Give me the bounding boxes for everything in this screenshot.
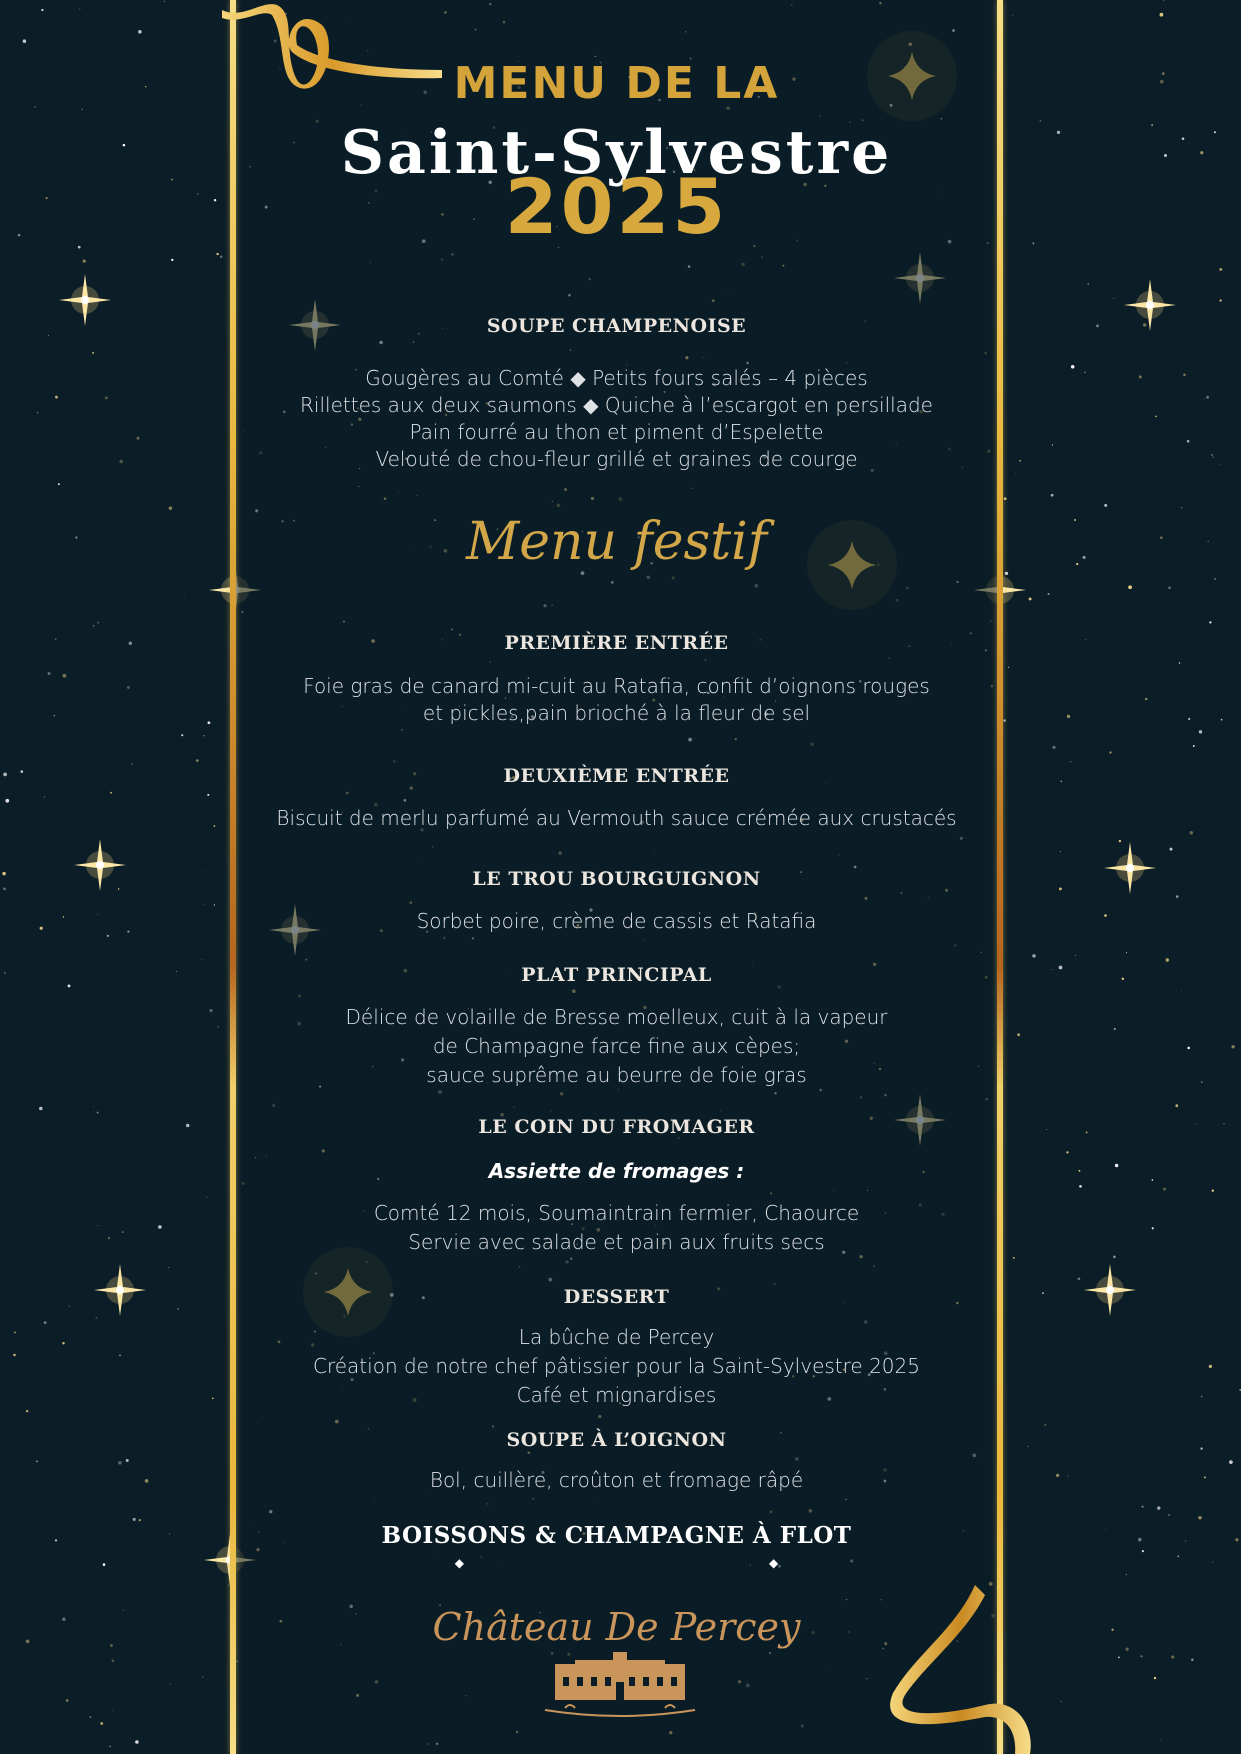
sparkle-icon — [59, 274, 111, 326]
star-dot — [26, 1640, 30, 1644]
aperitif-line: Pain fourré au thon et piment d’Espelette — [409, 420, 824, 444]
star-dot — [3, 887, 6, 890]
star-dot — [1142, 1550, 1144, 1552]
star-dot — [1155, 416, 1157, 418]
star-dot — [1157, 1506, 1160, 1509]
star-dot — [46, 197, 48, 199]
star-dot — [1142, 1506, 1144, 1508]
section-lines — [236, 908, 997, 935]
section-lines — [236, 1003, 997, 1090]
star-dot — [1071, 365, 1075, 369]
star-dot — [48, 335, 49, 336]
section-line: et pickles,pain brioché à la fleur de sel — [422, 701, 811, 725]
star-dot — [145, 1479, 149, 1483]
star-dot — [1074, 519, 1076, 521]
star-dot — [1119, 840, 1121, 842]
star-dot — [97, 1112, 99, 1114]
star-dot — [66, 1699, 69, 1702]
star-dot — [1231, 1045, 1234, 1048]
star-dot — [103, 1563, 106, 1566]
star-dot — [136, 437, 139, 440]
star-dot — [197, 193, 198, 194]
section-lines — [236, 1467, 997, 1494]
star-dot — [1106, 1529, 1107, 1530]
gold-border-right — [997, 0, 1003, 1754]
star-dot — [186, 1124, 190, 1128]
star-dot — [1016, 474, 1017, 475]
star-dot — [201, 959, 202, 960]
header-year: 2025 — [504, 162, 729, 251]
star-dot — [1027, 1446, 1028, 1447]
star-dot — [1078, 1278, 1081, 1281]
star-dot — [1039, 120, 1041, 122]
diamond-icon: ◆ — [454, 1556, 464, 1570]
star-dot — [1201, 1396, 1203, 1398]
star-dot — [119, 1355, 121, 1357]
star-dot — [122, 1231, 124, 1233]
star-dot — [79, 8, 80, 9]
star-dot — [1126, 952, 1127, 953]
star-dot — [1182, 137, 1185, 140]
star-dot — [93, 625, 94, 626]
star-dot — [92, 352, 94, 354]
star-dot — [1170, 848, 1173, 851]
star-dot — [13, 1354, 15, 1356]
star-dot — [1085, 639, 1086, 640]
section-line: Sorbet poire, crème de cassis et Ratafia — [416, 909, 817, 933]
star-dot — [1128, 585, 1132, 589]
star-dot — [112, 1660, 115, 1663]
closing-line: BOISSONS & CHAMPAGNE À FLOT — [381, 1522, 852, 1549]
star-dot — [1168, 587, 1171, 590]
star-dot — [4, 972, 6, 974]
section-lines — [236, 673, 997, 727]
star-dot — [1060, 781, 1062, 783]
star-dot — [209, 1009, 212, 1012]
section-title: DEUXIÈME ENTRÉE — [503, 765, 730, 787]
aperitif-line: Velouté de chou-fleur grillé et graines de courge — [375, 447, 858, 471]
star-dot — [138, 30, 142, 34]
section-line: de Champagne farce fine aux cèpes; — [432, 1034, 801, 1058]
star-dot — [1056, 1474, 1059, 1477]
star-dot — [202, 1676, 203, 1677]
star-dot — [23, 39, 27, 43]
star-dot — [1204, 398, 1205, 399]
star-dot — [1079, 1185, 1082, 1188]
star-dot — [1052, 746, 1055, 749]
star-dot — [97, 1225, 98, 1226]
star-dot — [213, 825, 215, 827]
star-dot — [68, 984, 71, 987]
star-dot — [1078, 1170, 1080, 1172]
star-dot — [127, 686, 130, 689]
star-dot — [90, 1716, 92, 1718]
star-dot — [1115, 1164, 1118, 1167]
star-dot — [1221, 719, 1223, 721]
section-lines — [236, 1199, 997, 1257]
star-dot — [39, 1107, 43, 1111]
star-dot — [110, 1644, 113, 1647]
star-dot — [171, 259, 173, 261]
star-dot — [1168, 1514, 1170, 1516]
star-dot — [1163, 0, 1164, 1]
star-dot — [108, 1237, 109, 1238]
star-dot — [1088, 283, 1089, 284]
star-dot — [177, 1308, 179, 1310]
star-dot — [202, 871, 203, 872]
section-subtitle: Assiette de fromages : — [488, 1159, 745, 1183]
star-dot — [55, 396, 58, 399]
section-line: Café et mignardises — [516, 1383, 717, 1407]
star-dot — [5, 799, 9, 803]
star-dot — [1096, 325, 1099, 328]
star-dot — [1219, 268, 1222, 271]
star-dot — [206, 1197, 207, 1198]
star-dot — [212, 1398, 214, 1400]
star-dot — [97, 622, 99, 624]
star-dot — [1048, 593, 1050, 595]
star-dot — [62, 1342, 64, 1344]
header-line2: Saint-Sylvestre — [340, 118, 893, 188]
sparkle-icon — [1124, 279, 1176, 331]
closing-diamonds — [236, 1552, 997, 1571]
star-dot — [1071, 761, 1072, 762]
star-dot — [214, 904, 215, 905]
section-lines — [236, 1323, 997, 1410]
star-dot — [169, 506, 172, 509]
star-dot — [20, 770, 23, 773]
chateau-logo-text — [236, 1605, 997, 1649]
star-dot — [110, 792, 112, 794]
star-dot — [1187, 440, 1190, 443]
star-dot — [1187, 1047, 1190, 1050]
star-dot — [1084, 372, 1086, 374]
star-dot — [97, 914, 98, 915]
star-dot — [1052, 969, 1053, 970]
star-dot — [218, 1026, 219, 1027]
star-dot — [75, 537, 77, 539]
section-line: Délice de volaille de Bresse moelleux, cuit à la vapeur — [345, 1005, 888, 1029]
star-dot — [1152, 1179, 1154, 1181]
star-dot — [1207, 541, 1209, 543]
star-dot — [1151, 124, 1153, 126]
star-dot — [1176, 895, 1179, 898]
section-title: SOUPE À L’OIGNON — [506, 1429, 727, 1451]
star-dot — [54, 715, 55, 716]
star-dot — [1019, 460, 1021, 462]
star-dot — [216, 253, 218, 255]
star-dot — [1068, 1475, 1069, 1476]
star-dot — [203, 904, 204, 905]
star-dot — [1201, 1081, 1202, 1082]
star-dot — [14, 1332, 16, 1334]
star-dot — [1051, 494, 1054, 497]
star-dot — [118, 1461, 122, 1465]
star-dot — [129, 642, 133, 646]
section-title: LE COIN DU FROMAGER — [478, 1116, 755, 1138]
star-dot — [139, 1519, 141, 1521]
aperitif-line: Rillettes aux deux saumons ◆ Quiche à l’escargot en persillade — [300, 393, 933, 417]
star-dot — [207, 794, 209, 796]
aperitif-lines — [236, 365, 997, 473]
sparkle-icon — [74, 839, 126, 891]
star-dot — [1160, 80, 1163, 83]
star-dot — [1057, 131, 1060, 134]
star-dot — [1046, 694, 1047, 695]
logo-name: Château De Percey — [432, 1605, 801, 1649]
star-dot — [1181, 990, 1182, 991]
star-dot — [1017, 1033, 1020, 1036]
star-dot — [1044, 1424, 1046, 1426]
star-dot — [18, 234, 21, 237]
star-dot — [41, 9, 43, 11]
star-dot — [1195, 1123, 1196, 1124]
star-dot — [109, 1746, 110, 1747]
star-dot — [36, 1461, 38, 1463]
star-dot — [1200, 1447, 1202, 1449]
star-dot — [1181, 507, 1182, 508]
star-dot — [1193, 745, 1195, 747]
star-dot — [1012, 15, 1013, 16]
star-dot — [1211, 454, 1212, 455]
section-line: Foie gras de canard mi-cuit au Ratafia, confit d’oignons rouges — [303, 674, 930, 698]
header-line1: MENU DE LA — [453, 58, 780, 109]
star-dot — [127, 930, 129, 932]
star-dot — [228, 1585, 229, 1586]
star-dot — [1206, 396, 1209, 399]
section-title: PLAT PRINCIPAL — [521, 964, 712, 986]
star-dot — [1113, 298, 1114, 299]
star-dot — [1179, 662, 1181, 664]
star-dot — [1114, 1028, 1116, 1030]
star-dot — [1075, 955, 1076, 956]
star-dot — [1003, 719, 1005, 721]
star-dot — [1189, 831, 1193, 835]
star-dot — [1166, 958, 1169, 961]
star-dot — [1209, 1365, 1212, 1368]
star-dot — [44, 796, 45, 797]
star-dot — [176, 971, 177, 972]
star-dot — [2, 872, 5, 875]
section-line: Comté 12 mois, Soumaintrain fermier, Chaource — [373, 1201, 860, 1225]
star-dot — [1138, 1538, 1142, 1542]
star-dot — [168, 1267, 169, 1268]
star-dot — [133, 1518, 136, 1521]
star-dot — [35, 106, 36, 107]
star-dot — [1059, 966, 1063, 970]
star-dot — [62, 1617, 65, 1620]
chateau-building-icon — [535, 1652, 705, 1720]
star-dot — [69, 1306, 70, 1307]
star-dot — [1199, 730, 1202, 733]
aperitif-title: SOUPE CHAMPENOISE — [486, 315, 747, 337]
star-dot — [1086, 1131, 1088, 1133]
star-dot — [1104, 914, 1107, 917]
star-dot — [1109, 751, 1111, 753]
star-dot — [1067, 715, 1070, 718]
star-dot — [145, 86, 146, 87]
star-dot — [1139, 375, 1142, 378]
star-dot — [1066, 1151, 1068, 1153]
star-dot — [1042, 1292, 1044, 1294]
section-title: LE TROU BOURGUIGNON — [472, 868, 761, 890]
star-dot — [63, 916, 64, 917]
star-dot — [1160, 536, 1163, 539]
star-dot — [1060, 851, 1061, 852]
star-dot — [1160, 13, 1164, 17]
star-dot — [184, 595, 185, 596]
star-dot — [1111, 1628, 1113, 1630]
star-dot — [1076, 563, 1078, 565]
star-dot — [123, 1610, 124, 1611]
star-dot — [196, 759, 199, 762]
star-dot — [44, 1321, 47, 1324]
diamond-icon: ◆ — [769, 1556, 779, 1570]
star-dot — [1220, 464, 1221, 465]
star-dot — [1162, 72, 1165, 75]
star-dot — [1188, 718, 1190, 720]
star-dot — [95, 1317, 97, 1319]
star-dot — [1200, 151, 1203, 154]
star-dot — [93, 1107, 94, 1108]
star-dot — [3, 773, 7, 777]
star-dot — [1060, 1701, 1061, 1702]
star-dot — [100, 1722, 103, 1725]
star-dot — [1013, 1257, 1015, 1259]
star-dot — [107, 935, 109, 937]
star-dot — [1213, 456, 1215, 458]
star-dot — [1032, 954, 1036, 958]
sparkle-icon — [94, 1264, 146, 1316]
star-dot — [158, 1225, 162, 1229]
section-line: Bol, cuillère, croûton et fromage râpé — [429, 1468, 804, 1492]
star-dot — [26, 1410, 28, 1412]
section-line: sauce suprême au beurre de foie gras — [426, 1063, 807, 1087]
star-dot — [1163, 1188, 1166, 1191]
star-dot — [1154, 1677, 1156, 1679]
star-dot — [1223, 1123, 1224, 1124]
star-dot — [181, 734, 183, 736]
star-dot — [1161, 1739, 1162, 1740]
star-dot — [82, 109, 83, 110]
star-dot — [1209, 621, 1211, 623]
star-dot — [208, 721, 211, 724]
star-dot — [169, 1534, 170, 1535]
star-dot — [1005, 572, 1008, 575]
star-dot — [63, 674, 67, 678]
star-dot — [58, 483, 60, 485]
star-dot — [1122, 978, 1124, 980]
star-dot — [203, 735, 204, 736]
star-dot — [55, 1539, 57, 1541]
star-dot — [1033, 243, 1035, 245]
star-dot — [1052, 444, 1053, 445]
star-dot — [1183, 373, 1186, 376]
star-dot — [37, 412, 38, 413]
section-title: PREMIÈRE ENTRÉE — [504, 632, 729, 654]
star-dot — [1118, 1656, 1120, 1658]
star-dot — [55, 638, 56, 639]
star-dot — [220, 256, 223, 259]
star-dot — [170, 1684, 171, 1685]
section-line: La bûche de Percey — [518, 1325, 715, 1349]
star-dot — [1198, 1516, 1201, 1519]
star-dot — [1212, 1190, 1214, 1192]
star-dot — [1152, 1227, 1154, 1229]
star-dot — [190, 1669, 191, 1670]
star-dot — [1126, 1574, 1127, 1575]
star-dot — [1185, 1540, 1186, 1541]
star-dot — [1143, 323, 1146, 326]
star-dot — [113, 1710, 114, 1711]
star-dot — [83, 260, 86, 263]
star-dot — [1113, 1256, 1116, 1259]
star-dot — [171, 179, 173, 181]
star-dot — [1004, 497, 1007, 500]
star-dot — [1059, 887, 1062, 890]
aperitif-line: Gougères au Comté ◆ Petits fours salés – 4 pièces — [365, 366, 868, 390]
star-dot — [1177, 1556, 1178, 1557]
star-dot — [126, 1459, 129, 1462]
section-line: Biscuit de merlu parfumé au Vermouth sauce crémée aux crustacés — [276, 806, 957, 830]
star-dot — [118, 888, 119, 889]
star-dot — [214, 199, 216, 201]
sparkle-icon — [1104, 842, 1156, 894]
star-dot — [1008, 667, 1009, 668]
star-dot — [1214, 578, 1216, 580]
star-dot — [123, 144, 126, 147]
star-dot — [164, 1, 165, 2]
star-dot — [1204, 1476, 1206, 1478]
section-line: Création de notre chef pâtissier pour la Saint-Sylvestre 2025 — [313, 1354, 920, 1378]
star-dot — [1175, 1104, 1178, 1107]
star-dot — [1214, 131, 1216, 133]
star-dot — [1220, 300, 1222, 302]
star-dot — [1140, 1655, 1142, 1657]
star-dot — [78, 246, 81, 249]
star-dot — [1235, 1538, 1238, 1541]
section-line: Servie avec salade et pain aux fruits secs — [408, 1230, 825, 1254]
section-lines — [236, 805, 997, 832]
star-dot — [1046, 1129, 1047, 1130]
star-dot — [131, 763, 133, 765]
menu-festif-title: Menu festif — [465, 512, 767, 572]
star-dot — [1104, 504, 1107, 507]
star-dot — [47, 672, 50, 675]
star-dot — [1125, 1648, 1128, 1651]
star-dot — [1083, 556, 1086, 559]
star-dot — [1191, 1659, 1193, 1661]
sparkle-icon — [1084, 1264, 1136, 1316]
star-dot — [135, 1740, 139, 1744]
star-dot — [1145, 698, 1148, 701]
star-dot — [119, 460, 123, 464]
star-dot — [1164, 154, 1167, 157]
star-dot — [1029, 597, 1032, 600]
star-dot — [1213, 1562, 1214, 1563]
section-title: DESSERT — [563, 1286, 670, 1308]
star-dot — [1229, 1460, 1233, 1464]
star-dot — [105, 397, 108, 400]
star-dot — [40, 927, 43, 930]
star-dot — [1171, 1655, 1174, 1658]
